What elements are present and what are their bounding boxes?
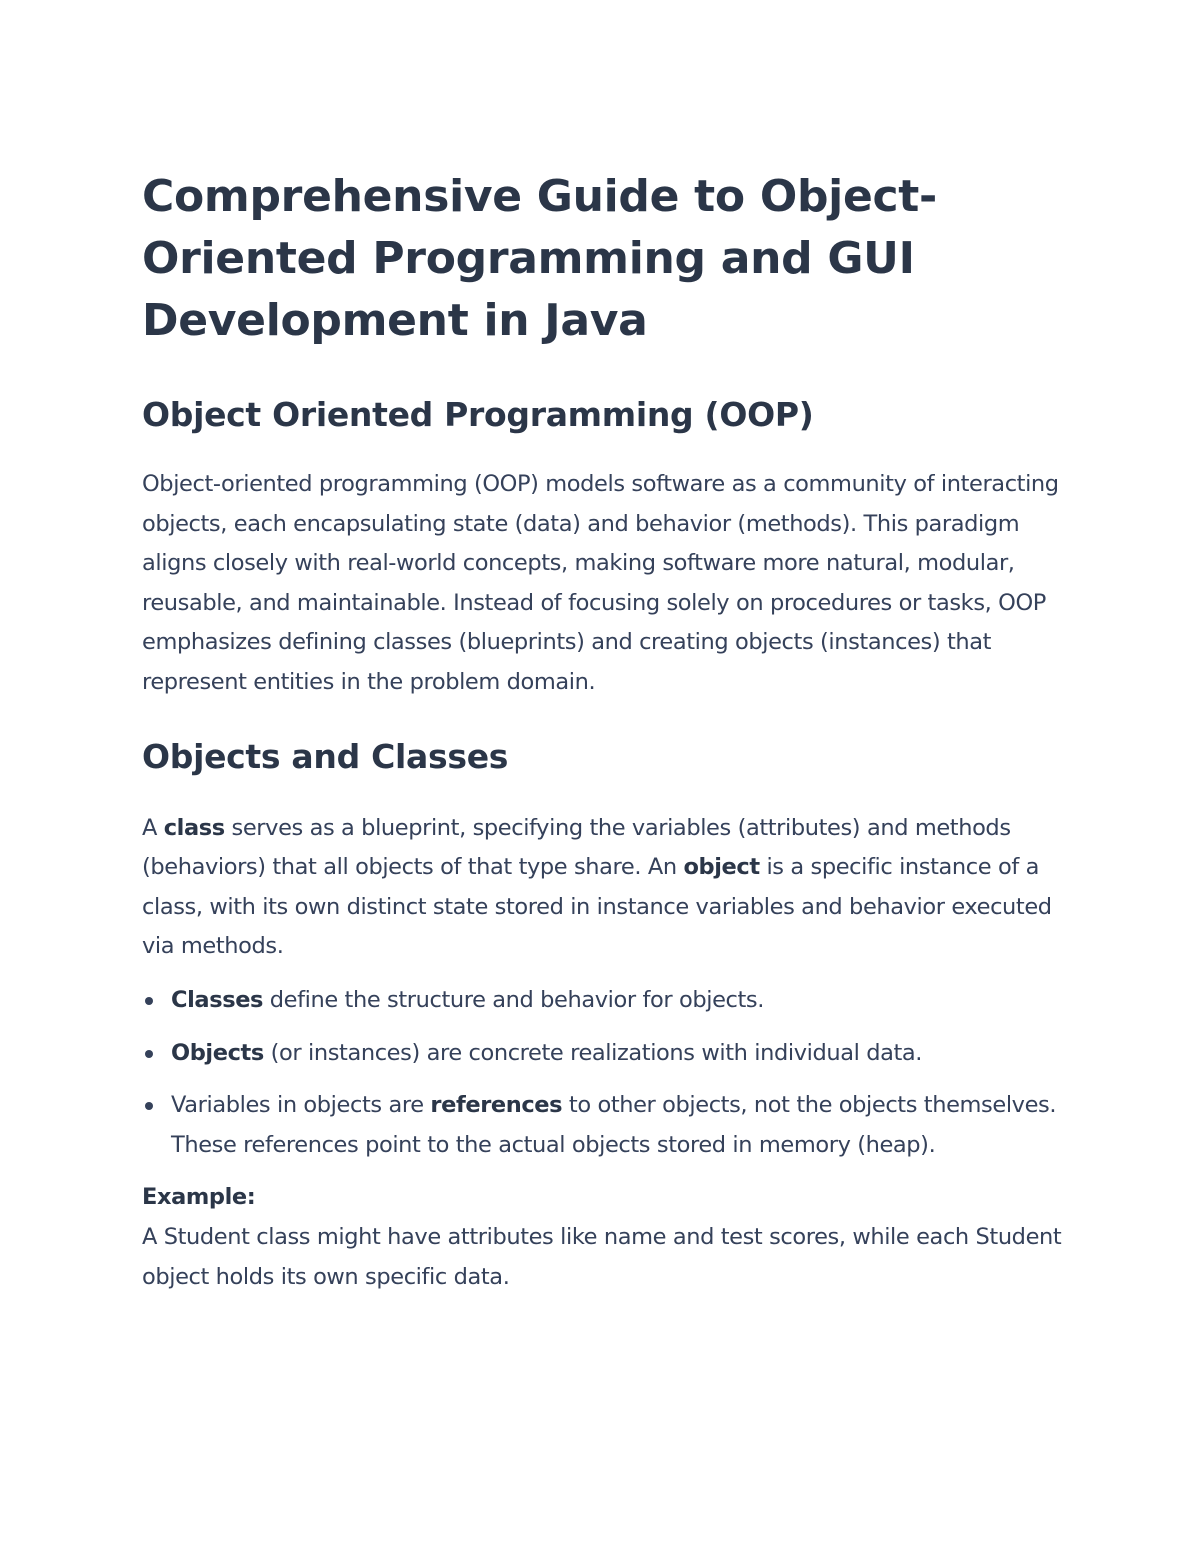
objects-classes-heading: Objects and Classes: [142, 736, 509, 776]
bullet-dot-icon: [145, 1102, 153, 1110]
bullet-text: (or instances) are concrete realizations with individual data.: [263, 1039, 923, 1066]
title-line-2: Oriented Programming and GUI: [142, 233, 915, 284]
classes-intro-paragraph: [142, 809, 1072, 967]
bullet-bold: references: [430, 1092, 563, 1119]
bullet-text: to other objects, not the objects themselves. These references point to the actual objects stored in memory (heap).: [171, 1092, 1057, 1158]
bullet-pre-text: Variables in objects are: [171, 1092, 431, 1119]
intro-text-2: serves as a blueprint, specifying the variables (attributes) and methods (behaviors) that all objects of that type share. An: [142, 814, 1011, 881]
list-item: [142, 1086, 1072, 1165]
document-page: [142, 166, 1072, 1297]
example-label: Example:: [142, 1184, 256, 1211]
classes-bullet-list: [142, 981, 1072, 1165]
intro-text-3: is a specific instance of a class, with its own distinct state stored in instance variables and behavior executed via methods.: [142, 854, 1052, 960]
document-title: [142, 166, 1072, 352]
oop-heading: Object Oriented Programming (OOP): [142, 395, 814, 434]
bullet-dot-icon: [145, 997, 153, 1005]
list-item: [142, 981, 1072, 1021]
oop-paragraph: Object-oriented programming (OOP) models software as a community of interacting objects, each encapsulating state (data) and behavior (methods). This paradigm aligns closely with real-world concepts, making software more natural, modular, reusable, and maintainable. Instead of focusing solely on procedures or tasks, OOP emphasizes defining classes (blueprints) and creating objects (instances) that represent entities in the problem domain.: [142, 471, 1059, 695]
example-paragraph: A Student class might have attributes like name and test scores, while each Student object holds its own specific data.: [142, 1223, 1062, 1290]
bullet-bold: Objects: [171, 1039, 264, 1066]
intro-bold-class: class: [163, 814, 225, 841]
title-line-3: Development in Java: [142, 295, 648, 346]
title-line-1: Comprehensive Guide to Object-: [142, 171, 937, 222]
list-item: [142, 1034, 1072, 1074]
intro-text-1: A: [142, 814, 164, 841]
intro-bold-object: object: [683, 854, 760, 881]
bullet-bold: Classes: [171, 986, 264, 1013]
bullet-text: define the structure and behavior for objects.: [263, 986, 764, 1013]
bullet-dot-icon: [145, 1050, 153, 1058]
